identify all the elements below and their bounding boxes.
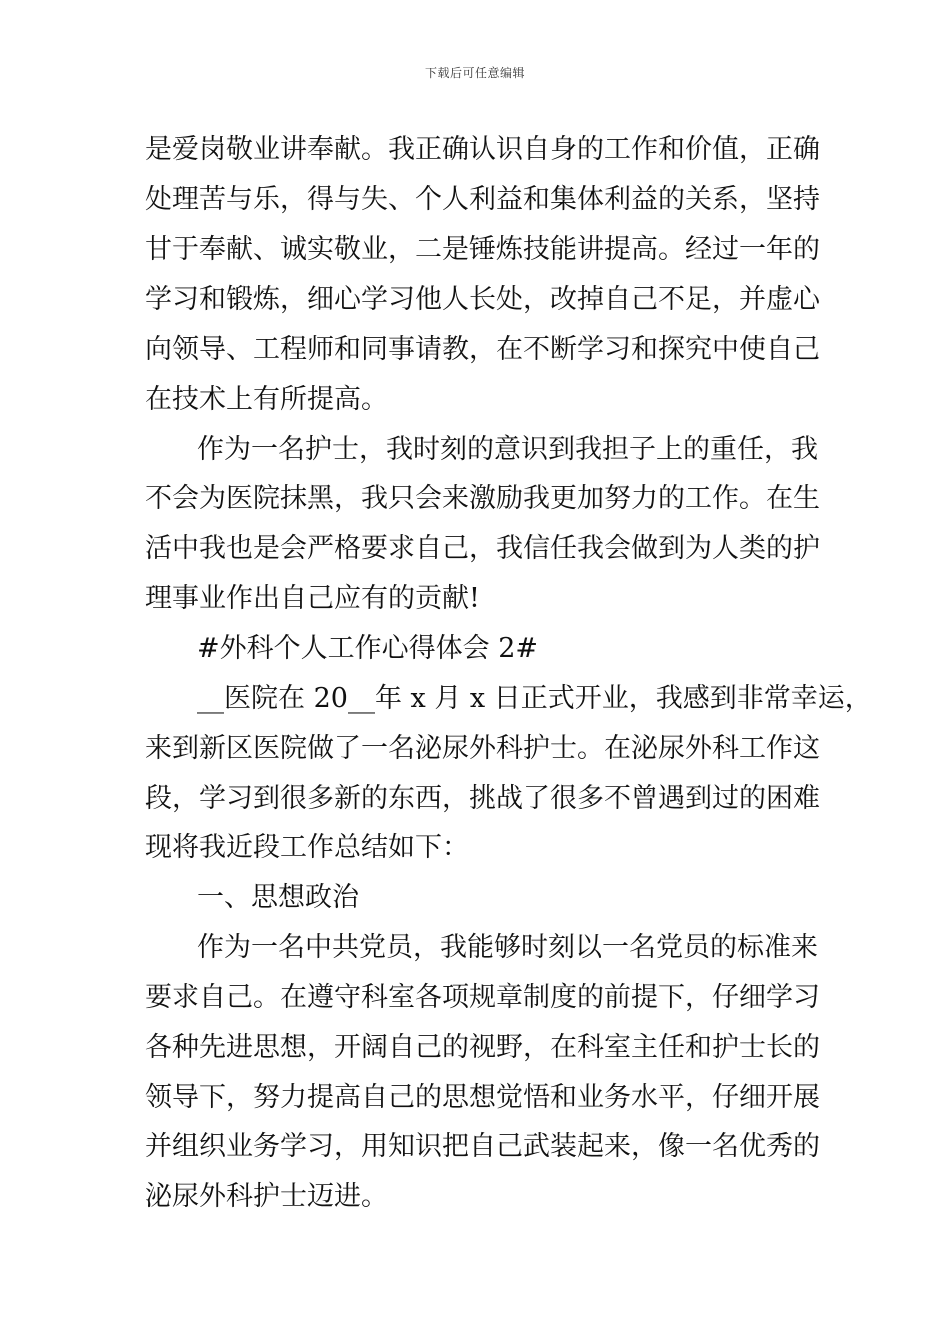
page-header-note: 下载后可任意编辑 [424,66,525,80]
text-line: 段，学习到很多新的东西，挑战了很多不曾遇到过的困难 [145,783,820,814]
paragraph-first-line: 作为一名中共党员，我能够时刻以一名党员的标准来 [197,932,818,963]
text-line: 来到新区医院做了一名泌尿外科护士。在泌尿外科工作这 [145,733,820,764]
text-line: 并组织业务学习，用知识把自己武装起来，像一名优秀的 [145,1131,820,1162]
text-line: 甘于奉献、诚实敬业，二是锤炼技能讲提高。经过一年的 [145,234,820,265]
text-line: 是爱岗敬业讲奉献。我正确认识自身的工作和价值，正确 [145,134,820,165]
section-title: #外科个人工作心得体会 2# [197,633,539,664]
text-line: 向领导、工程师和同事请教，在不断学习和探究中使自己 [145,334,820,365]
text-line: 现将我近段工作总结如下： [145,832,469,863]
text-line: 处理苦与乐，得与失、个人利益和集体利益的关系，坚持 [145,184,820,215]
text-line: 领导下，努力提高自己的思想觉悟和业务水平，仔细开展 [145,1082,820,1113]
subsection-heading: 一、思想政治 [197,882,359,913]
text-line: 学习和锻炼，细心学习他人长处，改掉自己不足，并虚心 [145,284,820,315]
text-line: 不会为医院抹黑，我只会来激励我更加努力的工作。在生 [145,483,820,514]
text-line: 要求自己。在遵守科室各项规章制度的前提下，仔细学习 [145,982,820,1013]
text-line: 泌尿外科护士迈进。 [145,1181,388,1212]
text-line: 活中我也是会严格要求自己，我信任我会做到为人类的护 [145,533,820,564]
text-line: 在技术上有所提高。 [145,384,388,415]
paragraph-first-line: __医院在 20__年 x 月 x 日正式开业，我感到非常幸运， [197,683,872,714]
text-line: 各种先进思想，开阔自己的视野，在科室主任和护士长的 [145,1032,820,1063]
text-line: 理事业作出自己应有的贡献! [145,583,480,614]
paragraph-first-line: 作为一名护士，我时刻的意识到我担子上的重任，我 [197,434,818,465]
